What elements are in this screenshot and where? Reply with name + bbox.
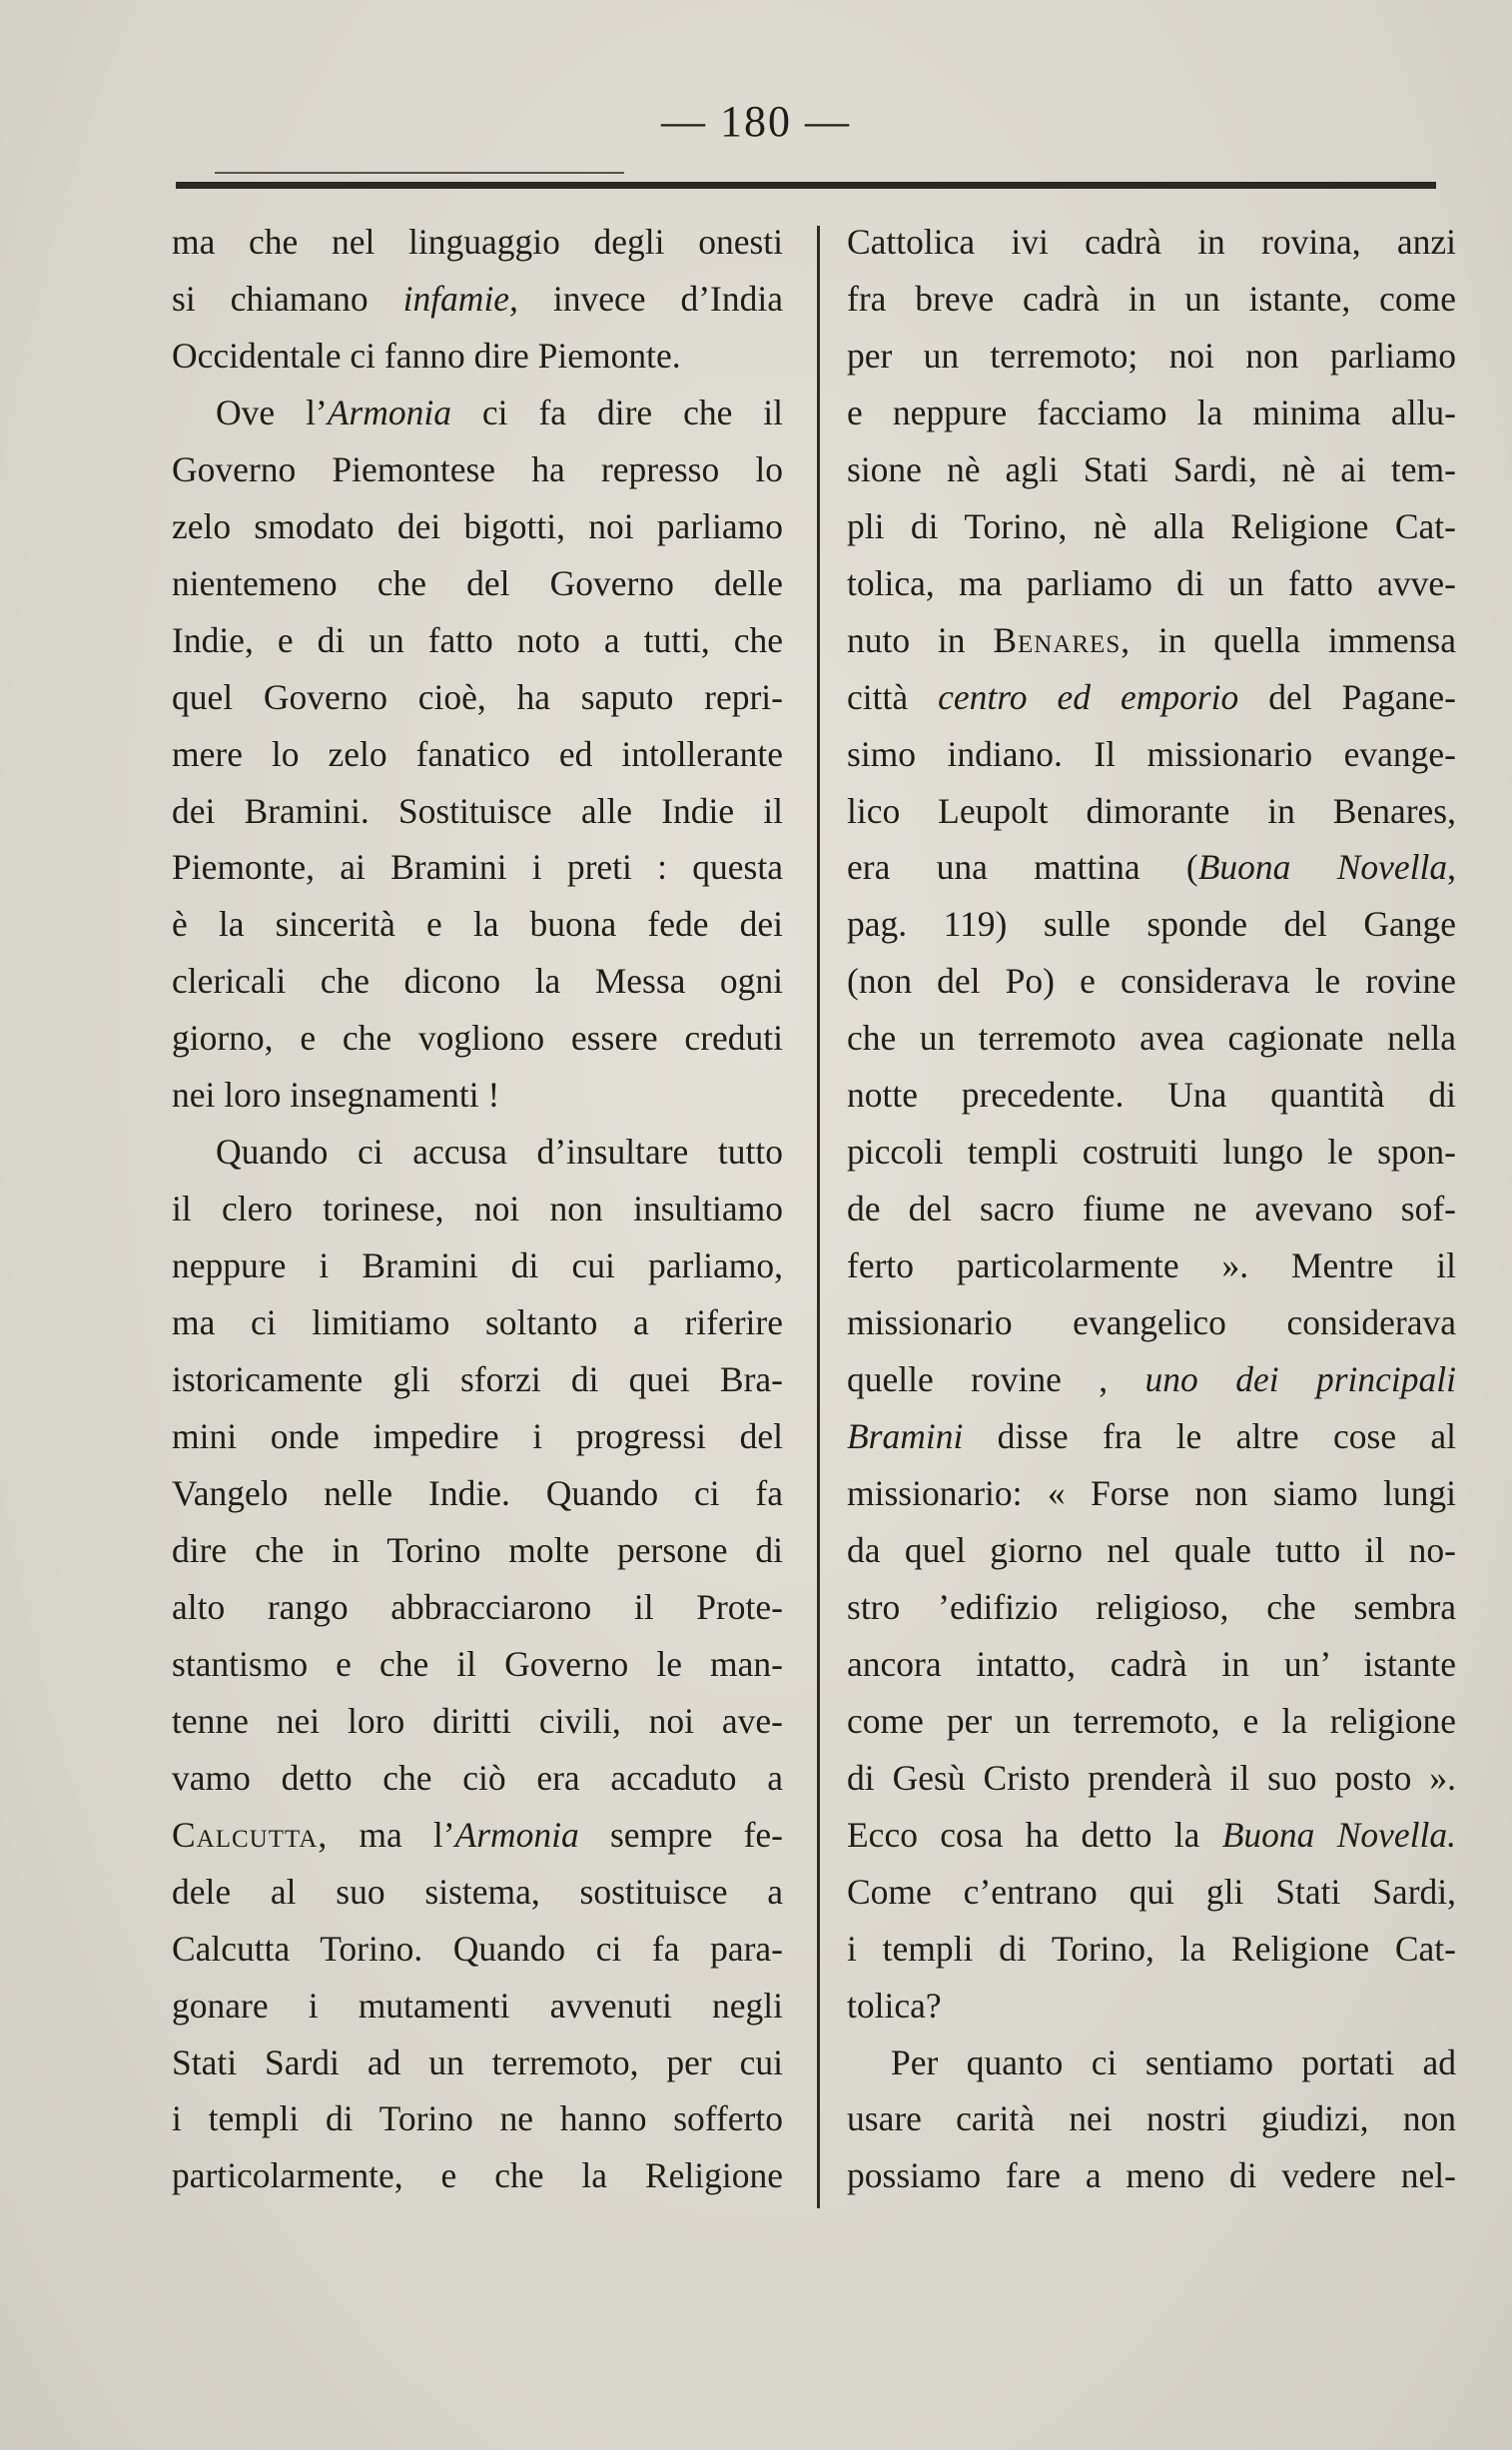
text-line	[172, 1636, 783, 1693]
text-line	[847, 726, 1456, 783]
text-line	[172, 1124, 783, 1181]
text-segment: i templi di Torino ne hanno sofferto	[172, 2098, 783, 2139]
text-line	[847, 953, 1456, 1010]
text-line	[172, 1408, 783, 1465]
text-line	[847, 498, 1456, 555]
text-segment: nuto in	[847, 619, 994, 660]
text-segment: Armonia	[454, 1814, 579, 1855]
text-segment: Governo Piemontese ha represso lo	[172, 448, 783, 489]
text-line	[172, 1294, 783, 1351]
text-segment: tolica?	[847, 1985, 942, 2026]
text-segment: Stati Sardi ad un terremoto, per cui	[172, 2042, 783, 2082]
text-segment: uno dei principali	[1144, 1359, 1456, 1400]
left-column	[172, 214, 783, 2204]
text-segment: è la sincerità e la buona fede dei	[172, 904, 783, 945]
text-line	[172, 1807, 783, 1864]
page-number: — 180 —	[661, 97, 851, 146]
text-segment: (non del Po) e considerava le rovine	[847, 961, 1456, 1002]
text-segment: invece d’India	[517, 278, 783, 319]
header-rule-thin	[215, 172, 624, 174]
text-segment: clericali che dicono la Messa ogni	[172, 961, 783, 1002]
text-segment: dele al suo sistema, sostituisce a	[172, 1871, 783, 1912]
text-line	[172, 1181, 783, 1237]
text-line	[847, 1465, 1456, 1522]
text-segment: Quando ci accusa d’insultare tutto	[216, 1132, 783, 1173]
text-segment: centro ed emporio	[938, 676, 1239, 717]
text-line	[847, 1921, 1456, 1978]
text-line	[847, 669, 1456, 726]
text-segment: disse fra le altre cose al	[963, 1416, 1456, 1457]
text-segment: sempre fe-	[578, 1814, 783, 1855]
text-segment: mini onde impedire i progressi del	[172, 1416, 783, 1457]
text-line	[172, 669, 783, 726]
text-segment: si chiamano	[172, 278, 403, 319]
text-segment: Ecco cosa ha detto la	[847, 1814, 1222, 1855]
text-segment: del Pagane-	[1238, 676, 1457, 717]
text-line	[847, 1579, 1456, 1636]
text-line	[172, 1864, 783, 1921]
text-line	[172, 1750, 783, 1807]
text-line	[172, 2035, 783, 2091]
text-line	[847, 1408, 1456, 1465]
text-segment: Indie, e di un fatto noto a tutti, che	[172, 619, 783, 660]
text-segment: ma che nel linguaggio degli onesti	[172, 222, 783, 262]
text-segment: ancora intatto, cadrà in un’ istante	[847, 1643, 1456, 1684]
text-segment: ,	[1447, 847, 1456, 888]
text-segment: usare carità nei nostri giudizi, non	[847, 2098, 1456, 2139]
text-line	[172, 271, 783, 328]
text-segment: lico Leupolt dimorante in Benares,	[847, 790, 1456, 831]
text-line	[847, 1522, 1456, 1579]
text-segment: Ove l’	[216, 392, 328, 432]
text-line	[172, 1921, 783, 1978]
text-segment: tenne nei loro diritti civili, noi ave-	[172, 1700, 783, 1741]
right-column	[847, 214, 1456, 2204]
text-line	[172, 1351, 783, 1408]
text-segment: per un terremoto; noi non parliamo	[847, 335, 1456, 376]
text-line	[847, 1750, 1456, 1807]
text-segment: de del sacro fiume ne avevano sof-	[847, 1189, 1456, 1229]
text-segment: simo indiano. Il missionario evange-	[847, 733, 1456, 774]
text-line	[847, 385, 1456, 441]
text-segment: stantismo e che il Governo le man-	[172, 1643, 783, 1684]
text-line	[172, 1522, 783, 1579]
text-line	[847, 1978, 1456, 2035]
text-segment: Benares,	[993, 619, 1132, 660]
text-segment: quelle rovine ,	[847, 1359, 1145, 1400]
text-line	[847, 214, 1456, 271]
text-line	[847, 2090, 1456, 2147]
text-line	[847, 1294, 1456, 1351]
text-line	[847, 2147, 1456, 2204]
text-segment: Per quanto ci sentiamo portati ad	[891, 2042, 1456, 2082]
text-line	[847, 1693, 1456, 1750]
text-segment: zelo smodato dei bigotti, noi parliamo	[172, 505, 783, 546]
text-segment: Piemonte, ai Bramini i preti : questa	[172, 847, 783, 888]
text-segment: ma ci limitiamo soltanto a riferire	[172, 1302, 783, 1343]
text-line	[172, 612, 783, 669]
text-segment: città	[847, 676, 939, 717]
text-line	[847, 896, 1456, 953]
text-line	[172, 726, 783, 783]
text-segment: fra breve cadrà in un istante, come	[847, 278, 1456, 319]
text-segment: Armonia	[327, 392, 451, 432]
text-segment: giorno, e che vogliono essere creduti	[172, 1018, 783, 1059]
text-segment: e neppure facciamo la minima allu-	[847, 392, 1456, 432]
text-line	[847, 271, 1456, 328]
text-segment: nientemeno che del Governo delle	[172, 562, 783, 603]
text-line	[172, 1010, 783, 1067]
text-line	[172, 896, 783, 953]
text-segment: Calcutta,	[172, 1814, 329, 1855]
text-segment: in quella immensa	[1131, 619, 1456, 660]
text-segment: infamie,	[402, 278, 518, 319]
text-segment: mere lo zelo fanatico ed intollerante	[172, 733, 783, 774]
text-segment: Cattolica ivi cadrà in rovina, anzi	[847, 222, 1456, 262]
text-segment: ferto particolarmente ». Mentre il	[847, 1245, 1456, 1286]
text-line	[172, 1465, 783, 1522]
text-segment: stro ’edifizio religioso, che sembra	[847, 1586, 1456, 1627]
text-segment: il clero torinese, noi non insultiamo	[172, 1189, 783, 1229]
text-line	[172, 214, 783, 271]
text-segment: pag. 119) sulle sponde del Gange	[847, 904, 1456, 945]
text-segment: neppure i Bramini di cui parliamo,	[172, 1245, 783, 1286]
text-line	[847, 555, 1456, 612]
text-segment: notte precedente. Una quantità di	[847, 1075, 1456, 1116]
text-line	[847, 1237, 1456, 1294]
text-line	[172, 2090, 783, 2147]
text-line	[172, 1978, 783, 2035]
text-line	[847, 1807, 1456, 1864]
text-line	[847, 328, 1456, 385]
text-segment: alto rango abbracciarono il Prote-	[172, 1586, 783, 1627]
text-segment: ma l’	[328, 1814, 455, 1855]
text-line	[172, 1237, 783, 1294]
text-line	[847, 1636, 1456, 1693]
text-segment: Occidentale ci fanno dire Piemonte.	[172, 335, 681, 376]
text-line	[172, 555, 783, 612]
text-line	[172, 1579, 783, 1636]
text-segment: era una mattina (	[847, 847, 1198, 888]
text-line	[847, 2035, 1456, 2091]
text-segment: particolarmente, e che la Religione	[172, 2155, 783, 2196]
header-rule	[176, 182, 1436, 189]
text-line	[847, 441, 1456, 498]
text-line	[172, 1067, 783, 1124]
text-segment: Buona Novella.	[1221, 1814, 1456, 1855]
text-line	[172, 328, 783, 385]
text-segment: Calcutta Torino. Quando ci fa para-	[172, 1928, 783, 1969]
column-divider	[817, 226, 820, 2208]
text-line	[172, 1693, 783, 1750]
text-segment: di Gesù Cristo prenderà il suo posto ».	[847, 1757, 1456, 1798]
text-line	[847, 1124, 1456, 1181]
text-line	[172, 839, 783, 896]
text-segment: Buona Novella	[1197, 847, 1448, 888]
text-segment: Vangelo nelle Indie. Quando ci fa	[172, 1472, 783, 1513]
text-line	[847, 1181, 1456, 1237]
text-segment: pli di Torino, nè alla Religione Cat-	[847, 505, 1456, 546]
text-line	[172, 385, 783, 441]
text-segment: vamo detto che ciò era accaduto a	[172, 1757, 783, 1798]
text-line	[847, 1010, 1456, 1067]
text-line	[847, 783, 1456, 840]
text-segment: i templi di Torino, la Religione Cat-	[847, 1928, 1456, 1969]
text-segment: ci fa dire che il	[451, 392, 783, 432]
text-segment: tolica, ma parliamo di un fatto avve-	[847, 562, 1456, 603]
text-segment: che un terremoto avea cagionate nella	[847, 1018, 1456, 1059]
text-line	[172, 2147, 783, 2204]
text-segment: Come c’entrano qui gli Stati Sardi,	[847, 1871, 1456, 1912]
text-segment: piccoli templi costruiti lungo le spon-	[847, 1132, 1456, 1173]
text-segment: Bramini	[847, 1416, 964, 1457]
text-segment: come per un terremoto, e la religione	[847, 1700, 1456, 1741]
text-segment: nei loro insegnamenti !	[172, 1075, 500, 1116]
text-segment: dei Bramini. Sostituisce alle Indie il	[172, 790, 783, 831]
text-segment: da quel giorno nel quale tutto il no-	[847, 1529, 1456, 1570]
text-line	[847, 1351, 1456, 1408]
text-line	[172, 783, 783, 840]
text-segment: possiamo fare a meno di vedere nel-	[847, 2155, 1456, 2196]
text-segment: istoricamente gli sforzi di quei Bra-	[172, 1359, 783, 1400]
text-line	[172, 953, 783, 1010]
text-line	[847, 1864, 1456, 1921]
text-segment: missionario: « Forse non siamo lungi	[847, 1472, 1456, 1513]
text-segment: quel Governo cioè, ha saputo repri-	[172, 676, 783, 717]
text-line	[847, 839, 1456, 896]
text-segment: missionario evangelico considerava	[847, 1302, 1456, 1343]
text-segment: sione nè agli Stati Sardi, nè ai tem-	[847, 448, 1456, 489]
text-line	[847, 1067, 1456, 1124]
text-line	[847, 612, 1456, 669]
text-segment: gonare i mutamenti avvenuti negli	[172, 1985, 783, 2026]
text-line	[172, 498, 783, 555]
text-line	[172, 441, 783, 498]
text-segment: dire che in Torino molte persone di	[172, 1529, 783, 1570]
